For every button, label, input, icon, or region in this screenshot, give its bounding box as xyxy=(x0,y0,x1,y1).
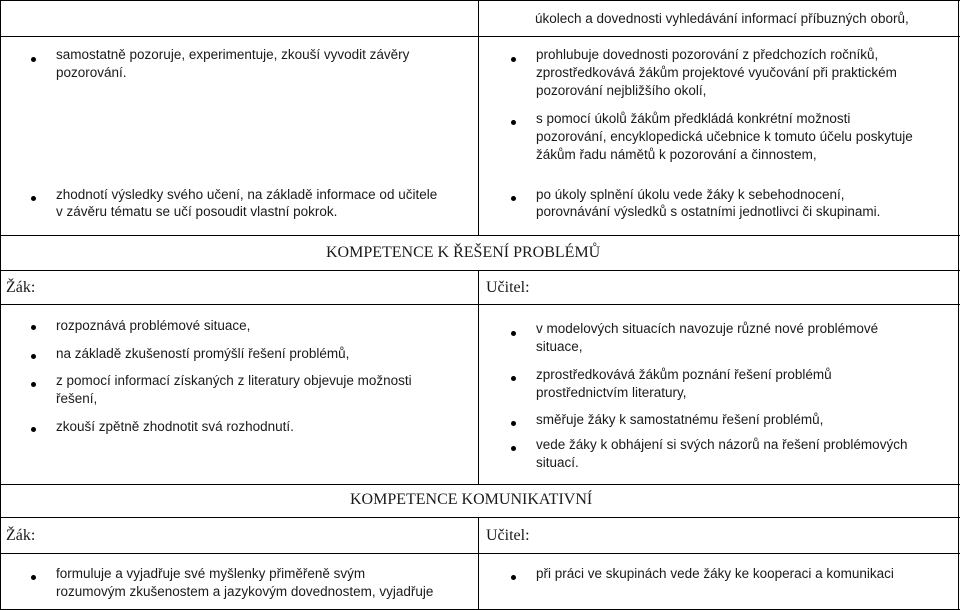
table-rule xyxy=(0,304,960,305)
list-item: prostřednictvím literatury, xyxy=(536,385,687,400)
list-item: pozorování. xyxy=(56,65,127,80)
bullet xyxy=(511,57,516,62)
section-title: KOMPETENCE KOMUNIKATIVNÍ xyxy=(350,491,593,508)
bullet xyxy=(31,382,36,387)
table-rule xyxy=(0,484,960,485)
bullet xyxy=(511,331,516,336)
list-item: formuluje a vyjadřuje své myšlenky přiměřeně svým xyxy=(56,566,366,581)
list-item: rozumovým zkušenostem a jazykovým dovednostem, vyjadřuje xyxy=(56,584,434,599)
list-item: porovnávání výsledků s ostatními jednotlivci či skupinami. xyxy=(536,204,881,219)
list-item: pozorování, encyklopedická učebnice k tomuto účelu poskytuje xyxy=(536,129,913,144)
bullet xyxy=(511,446,516,451)
list-item: situace, xyxy=(536,339,583,354)
list-item: samostatně pozoruje, experimentuje, zkouší vyvodit závěry xyxy=(56,47,410,62)
table-rule xyxy=(0,553,960,554)
list-item: s pomocí úkolů žákům předkládá konkrétní možnosti xyxy=(536,111,851,126)
teacher-label: Učitel: xyxy=(486,527,530,544)
student-label: Žák: xyxy=(6,279,36,296)
list-item: řešení, xyxy=(56,391,98,406)
list-item: v modelových situacích navozuje různé nové problémové xyxy=(536,321,879,336)
teacher-label: Učitel: xyxy=(486,279,530,296)
bullet xyxy=(31,354,36,359)
list-item: směřuje žáky k samostatnému řešení problémů, xyxy=(536,412,824,427)
table-rule xyxy=(0,0,1,610)
column-divider xyxy=(478,0,479,236)
bullet xyxy=(31,427,36,432)
list-item: žákům řadu námětů k pozorování a činnostem, xyxy=(536,147,817,162)
column-divider xyxy=(478,270,479,485)
section-title: KOMPETENCE K ŘEŠENÍ PROBLÉMŮ xyxy=(326,244,601,261)
list-item: zkouší zpětně zhodnotit svá rozhodnutí. xyxy=(56,419,294,434)
table-rule xyxy=(0,270,960,271)
table-rule xyxy=(0,517,960,518)
bullet xyxy=(511,421,516,426)
table-rule xyxy=(0,36,960,37)
list-item: při práci ve skupinách vede žáky ke kooperaci a komunikaci xyxy=(536,566,894,581)
list-item: pozorování nejbližšího okolí, xyxy=(536,83,707,98)
list-item: v závěru tématu se učí posoudit vlastní pokrok. xyxy=(56,204,338,219)
continuation-text: úkolech a dovednosti vyhledávání informací příbuzných oborů, xyxy=(535,11,909,26)
list-item: prohlubuje dovednosti pozorování z předchozích ročníků, xyxy=(536,47,879,62)
list-item: vede žáky k obhájení si svých názorů na řešení problémových xyxy=(536,437,908,452)
bullet xyxy=(31,57,36,62)
bullet xyxy=(31,325,36,330)
bullet xyxy=(511,376,516,381)
bullet xyxy=(31,196,36,201)
bullet xyxy=(31,575,36,580)
table-rule xyxy=(0,235,960,236)
list-item: zprostředkovává žákům poznání řešení problémů xyxy=(536,367,832,382)
table-rule xyxy=(0,0,960,1)
bullet xyxy=(511,196,516,201)
bullet xyxy=(511,575,516,580)
list-item: na základě zkušeností promýšlí řešení problémů, xyxy=(56,346,350,361)
list-item: rozpoznává problémové situace, xyxy=(56,318,251,333)
student-label: Žák: xyxy=(6,527,36,544)
bullet xyxy=(511,120,516,125)
list-item: situací. xyxy=(536,455,579,470)
list-item: po úkoly splnění úkolu vede žáky k sebehodnocení, xyxy=(536,187,845,202)
list-item: zhodnotí výsledky svého učení, na základě informace od učitele xyxy=(56,187,438,202)
list-item: z pomocí informací získaných z literatury objevuje možnosti xyxy=(56,373,412,388)
column-divider xyxy=(478,517,479,610)
table-rule xyxy=(958,0,959,610)
list-item: zprostředkovává žákům projektové vyučování při praktickém xyxy=(536,65,897,80)
